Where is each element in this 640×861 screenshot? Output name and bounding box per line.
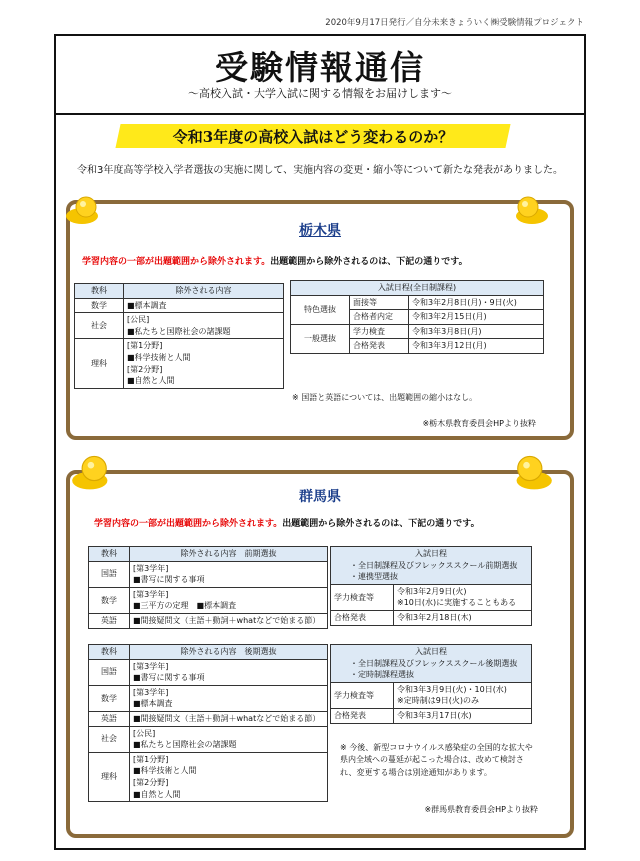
table-row [75,298,284,313]
label-cell: 面接等 [350,295,409,310]
table-row [75,313,284,339]
black-text: 出題範囲から除外されるのは、下記の通りです。 [282,519,480,529]
gunma-early-exclusion-table [88,546,328,629]
tochigi-schedule-table [290,280,544,354]
group-cell: 一般選抜 [291,324,350,353]
col-header: 教科 [89,645,130,660]
headline: 令和3年度の高校入試はどう変わるのか？ [172,128,454,146]
content-cell: [第3学年] ■書写に関する事項 [130,561,328,587]
subject-cell: 数学 [75,298,124,313]
gunma-exclusion-notice [94,516,480,529]
gunma-title: 群馬県 [299,489,341,505]
page-subtitle: ～高校入試・大学入試に関する情報をお届けします～ [188,87,452,100]
content-cell: [第3学年] ■三平方の定理 ■標本調査 [130,587,328,613]
date-cell: 令和3年2月15日(月) [409,310,544,325]
content-cell: [公民] ■私たちと国際社会の諸課題 [130,726,328,752]
table-row [331,708,532,723]
gunma-note: ※ 今後、新型コロナウイルス感染症の全国的な拡大や県内全域への蔓延が起こった場合は、改めて検討され、変更する場合は別途通知があります。 [340,743,533,777]
col-header: 教科 [89,547,130,562]
date-cell: 令和3年2月8日(月)・9日(火) [409,295,544,310]
red-text: 学習内容の一部が出題範囲から除外されます。 [94,519,283,529]
table-row [331,584,532,610]
content-cell: [公民] ■私たちと国際社会の諸課題 [124,313,284,339]
group-cell: 特色選抜 [291,295,350,324]
schedule-header: 入試日程 ・全日制課程及びフレックススクール前期選抜 ・連携型選抜 [331,547,532,585]
schedule-header: 入試日程(全日制課程) [291,281,544,296]
content-cell: ■間接疑問文（主語＋動詞＋whatなどで始まる節） [130,711,328,726]
subject-cell: 国語 [89,659,130,685]
subject-cell: 理科 [75,339,124,388]
tochigi-title: 栃木県 [299,223,341,239]
label-cell: 合格発表 [350,339,409,354]
issue-note: 2020年9月17日発行／自分未来きょういく㈱受験情報プロジェクト [325,18,584,28]
content-cell: ■間接疑問文（主語＋動詞＋whatなどで始まる節） [130,613,328,628]
date-cell: 令和3年3月12日(月) [409,339,544,354]
gunma-source: ※群馬県教育委員会HPより抜粋 [424,805,538,814]
black-text: 出題範囲から除外されるのは、下記の通りです。 [270,257,468,267]
table-row [89,561,328,587]
content-cell: [第3学年] ■書写に関する事項 [130,659,328,685]
subject-cell: 社会 [89,726,130,752]
content-cell: [第1分野] ■科学技術と人間 [第2分野] ■自然と人間 [124,339,284,388]
subject-cell: 国語 [89,561,130,587]
label-cell: 合格者内定 [350,310,409,325]
gunma-late-exclusion-table [88,644,328,802]
tochigi-note: ※ 国語と英語については、出題範囲の縮小はなし。 [292,393,478,402]
label-cell: 学力検査等 [331,682,394,708]
table-row [331,682,532,708]
date-cell: 令和3年3月9日(火)・10日(水) ※定時制は9日(火)のみ [394,682,532,708]
content-cell: [第1分野] ■科学技術と人間 [第2分野] ■自然と人間 [130,752,328,801]
gunma-early-schedule-table [330,546,532,626]
table-row [89,726,328,752]
table-row [89,685,328,711]
gunma-late-schedule-table [330,644,532,724]
subject-cell: 英語 [89,711,130,726]
schedule-header: 入試日程 ・全日制課程及びフレックススクール後期選抜 ・定時制課程選抜 [331,645,532,683]
table-row [89,613,328,628]
tochigi-exclusion-notice [82,254,468,267]
page-title: 受験情報通信 [215,48,425,87]
label-cell: 学力検査等 [331,584,394,610]
intro-text: 令和3年度高等学校入学者選抜の実施に関して、実施内容の変更・縮小等について新たな発表がありました。 [77,165,563,176]
table-row [291,324,544,339]
table-row [75,339,284,388]
table-row [89,659,328,685]
subject-cell: 社会 [75,313,124,339]
table-row [331,610,532,625]
red-text: 学習内容の一部が出題範囲から除外されます。 [82,257,271,267]
date-cell: 令和3年3月17日(水) [394,708,532,723]
col-header: 教科 [75,284,124,299]
table-row [89,711,328,726]
content-cell: ■標本調査 [124,298,284,313]
date-cell: 令和3年2月18日(木) [394,610,532,625]
date-cell: 令和3年3月8日(月) [409,324,544,339]
subject-cell: 数学 [89,685,130,711]
tochigi-exclusion-table [74,283,284,389]
label-cell: 合格発表 [331,708,394,723]
table-row [291,295,544,310]
col-header: 除外される内容 後期選抜 [130,645,328,660]
subject-cell: 数学 [89,587,130,613]
label-cell: 合格発表 [331,610,394,625]
date-cell: 令和3年2月9日(火) ※10日(水)に実施することもある [394,584,532,610]
content-cell: [第3学年] ■標本調査 [130,685,328,711]
col-header: 除外される内容 [124,284,284,299]
table-row [89,587,328,613]
subject-cell: 英語 [89,613,130,628]
col-header: 除外される内容 前期選抜 [130,547,328,562]
title-divider [54,113,586,115]
label-cell: 学力検査 [350,324,409,339]
subject-cell: 理科 [89,752,130,801]
table-row [89,752,328,801]
tochigi-source: ※栃木県教育委員会HPより抜粋 [422,419,536,428]
